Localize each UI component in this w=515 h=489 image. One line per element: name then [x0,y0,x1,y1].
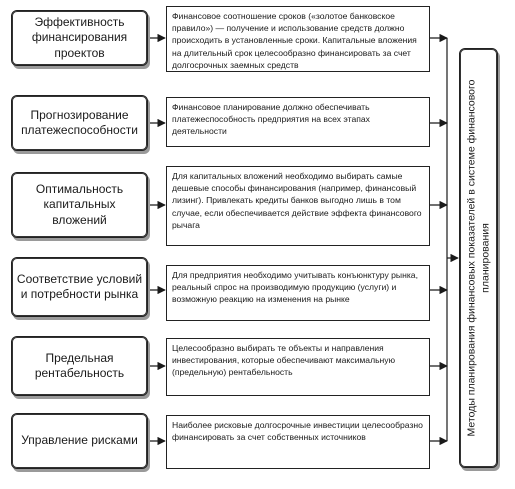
description-text-3: Для капитальных вложений необходимо выбирать самые дешевые способы финансирования (например, финансовый лизинг). Привлекать кредиты банков выгодно лишь в том случае, если обеспечивается действие эффекта финансового рычага [172,171,422,230]
description-box-2 [166,97,430,147]
factor-label-2: Прогнозирование платежеспособности [21,107,138,137]
description-box-1 [166,6,430,72]
factor-label-4: Соответствие условий и потребности рынка [16,271,143,301]
summary-box [459,48,498,468]
description-box-3 [166,166,430,246]
factor-label-6: Управление рисками [21,433,138,448]
description-box-5 [166,338,430,396]
description-box-6 [166,415,430,469]
factor-label-5: Предельная рентабельность [34,350,125,380]
factor-box-4 [11,257,148,317]
factor-box-2 [11,95,148,151]
factor-box-5 [11,336,148,396]
description-text-4: Для предприятия необходимо учитывать конъюнктуру рынка, реальный спрос на производимую продукцию (услуги) и возможную реакцию на изменения на рынке [172,270,418,305]
description-text-2: Финансовое планирование должно обеспечивать платежеспособность предприятия на всех этапах деятельности [172,102,370,137]
summary-label: Методы планирования финансовых показателей в системе финансового планирования [464,79,491,437]
description-box-4 [166,265,430,321]
factor-box-3 [11,172,148,238]
factor-label-1: Эффективность финансирования проектов [31,14,128,60]
description-text-1: Финансовое соотношение сроков («золотое банковское правило») — получение и использование средств должно происходить в установленные сроки. Капитальные вложения на длительный срок целесообразно финансировать за счет долгосрочных заемных средств [172,11,417,70]
factor-box-6 [11,413,148,469]
description-text-6: Наиболее рисковые долгосрочные инвестиции целесообразно финансировать за счет собственных источников [172,420,423,443]
factor-box-1 [11,10,148,66]
factor-label-3: Оптимальность капитальных вложений [35,181,124,227]
description-text-5: Целесообразно выбирать те объекты и направления инвестирования, которые обеспечивают максимальную (предельную) рентабельность [172,343,396,378]
